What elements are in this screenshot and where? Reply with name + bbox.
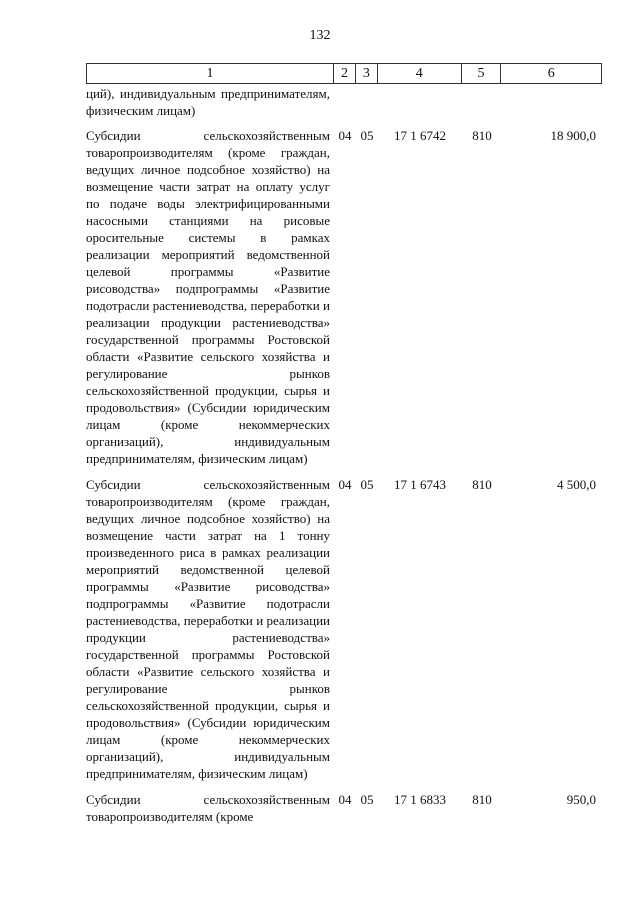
column-header-5: 5 bbox=[462, 64, 502, 83]
budget-table bbox=[86, 63, 602, 825]
row-section: 04 bbox=[338, 128, 352, 143]
row-description: Субсидии сельскохозяйственным товаропроизводителям (кроме граждан, ведущих личное подсобное хозяйство) на возмещение части затрат на оплату услуг по подаче воды электрифицированными насосными станциями на рисовые оросительные системы в рамках реализации мероприятий ведомственной целевой программы «Развитие рисоводства» подпрограммы «Развитие подотрасли растениеводства, переработки и реализации продукции растениеводства» государственной программы Ростовской области «Развитие сельского хозяйства и регулирование рынков сельскохозяйственной продукции, сырья и продовольствия» (Субсидии юридическим лицам (кроме некоммерческих организаций), индивидуальным предпринимателям, физическим лицам) bbox=[86, 128, 330, 466]
row-target-article: 17 1 6743 bbox=[394, 477, 446, 492]
row-description: ций), индивидуальным предпринимателям, физическим лицам) bbox=[86, 86, 330, 118]
row-subsection: 05 bbox=[360, 792, 374, 807]
row-amount: 950,0 bbox=[566, 792, 596, 807]
row-section: 04 bbox=[338, 477, 352, 492]
row-expense-type bbox=[462, 85, 502, 119]
table-row bbox=[86, 127, 602, 467]
row-section: 04 bbox=[338, 792, 352, 807]
row-target-article: 17 1 6833 bbox=[394, 792, 446, 807]
row-description: Субсидии сельскохозяйственным товаропроизводителям (кроме bbox=[86, 792, 330, 824]
column-header-6: 6 bbox=[547, 66, 555, 81]
row-subsection: 05 bbox=[360, 128, 374, 143]
row-target-article bbox=[378, 85, 462, 119]
row-description: Субсидии сельскохозяйственным товаропроизводителям (кроме граждан, ведущих личное подсобное хозяйство) на возмещение части затрат на 1 тонну произведенного риса в рамках реализации мероприятий ведомственной целевой программы «Развитие рисоводства» подпрограммы «Развитие подотрасли растениеводства, переработки и реализации продукции растениеводства» государственной программы Ростовской области «Развитие сельского хозяйства и регулирование рынков сельскохозяйственной продукции, сырья и продовольствия» (Субсидии юридическим лицам (кроме некоммерческих организаций), индивидуальным предпринимателям, физическим лицам) bbox=[86, 477, 330, 781]
table-row bbox=[86, 791, 602, 825]
row-amount bbox=[502, 85, 602, 119]
table-row bbox=[86, 85, 602, 119]
row-subsection: 05 bbox=[360, 477, 374, 492]
column-header-4: 4 bbox=[378, 64, 462, 83]
page-number: 132 bbox=[309, 28, 331, 43]
column-header-1: 1 bbox=[87, 64, 334, 83]
column-header-2: 2 bbox=[334, 64, 356, 83]
row-expense-type: 810 bbox=[472, 792, 492, 807]
row-target-article: 17 1 6742 bbox=[394, 128, 446, 143]
table-row bbox=[86, 476, 602, 782]
row-expense-type: 810 bbox=[472, 477, 492, 492]
row-subsection bbox=[356, 85, 378, 119]
row-amount: 4 500,0 bbox=[557, 477, 596, 492]
row-amount: 18 900,0 bbox=[550, 128, 596, 143]
row-expense-type: 810 bbox=[472, 128, 492, 143]
table-header bbox=[86, 63, 602, 84]
row-section bbox=[334, 85, 356, 119]
column-header-3: 3 bbox=[356, 64, 378, 83]
